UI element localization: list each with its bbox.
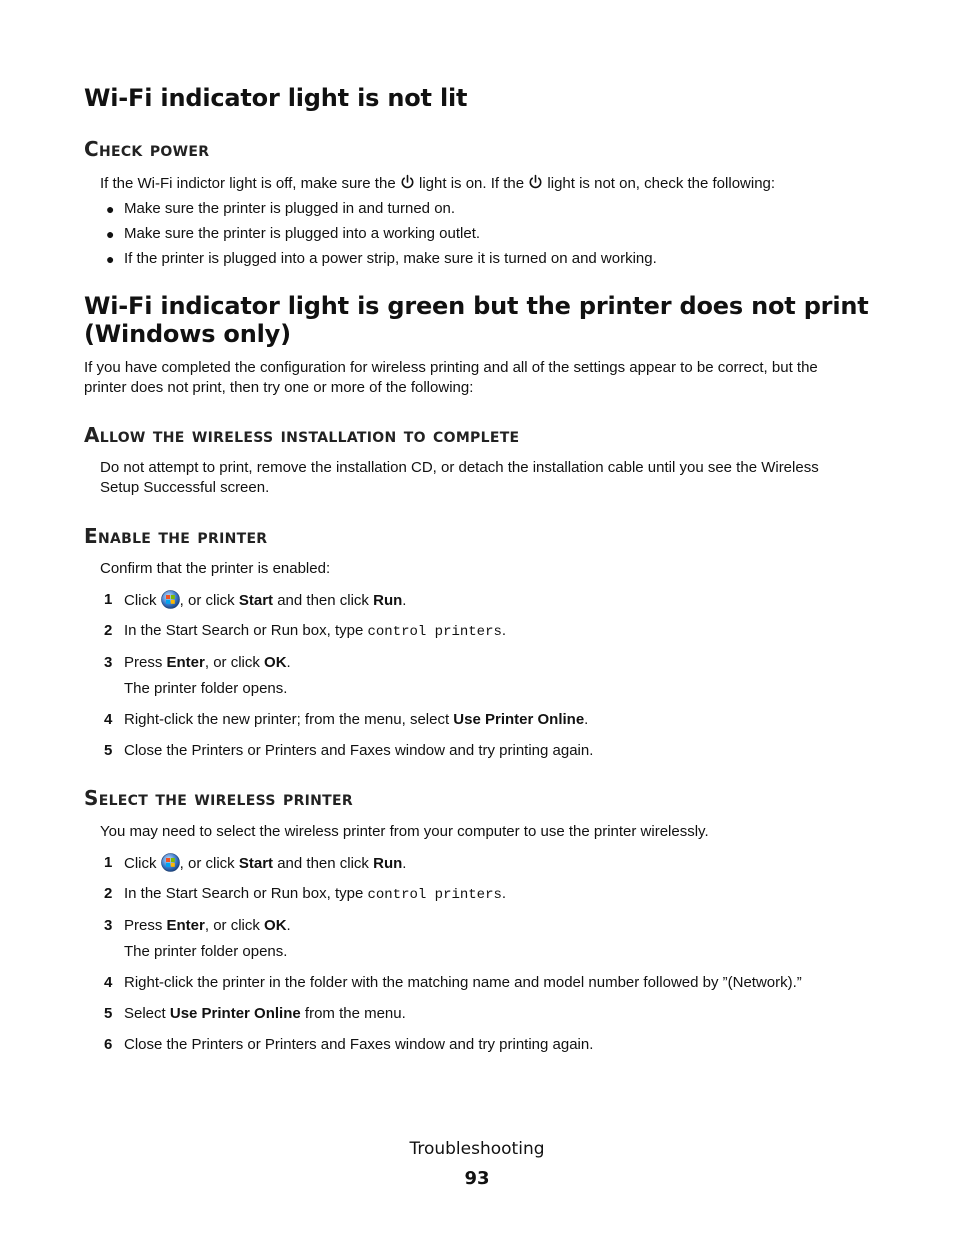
step-number: 6 — [104, 1036, 113, 1053]
bullet-item: Make sure the printer is plugged into a working outlet. — [124, 225, 481, 242]
step-text-part: . — [501, 885, 507, 902]
step-result: The printer folder opens. — [124, 943, 288, 960]
step-number: 2 — [104, 622, 113, 639]
step-text-part: . — [584, 711, 589, 728]
step-text: Close the Printers or Printers and Faxes window and try printing again. — [124, 742, 594, 759]
select-intro: You may need to select the wireless printer from your computer to use the printer wirelessly. — [100, 823, 709, 840]
bullet-marker: ● — [106, 251, 115, 267]
allow-text-line2: Setup Successful screen. — [100, 479, 270, 496]
power-icon — [528, 174, 543, 196]
ui-term-ok: OK — [264, 917, 287, 934]
ui-term-start: Start — [238, 855, 274, 872]
step-number: 2 — [104, 885, 113, 902]
step-number: 5 — [104, 1005, 113, 1022]
section-title-wifi-not-lit: Wi-Fi indicator light is not lit — [84, 84, 468, 112]
step-text — [124, 710, 588, 730]
step-text-part: , or click — [204, 654, 265, 671]
allow-text-line1: Do not attempt to print, remove the installation CD, or detach the installation cable until you see the Wireless — [100, 459, 819, 476]
command-text: control printers — [367, 887, 502, 903]
step-text-part: and then click — [273, 855, 374, 872]
step-text-part: , or click — [204, 917, 265, 934]
windows-start-orb-icon — [161, 590, 180, 615]
step-text — [124, 884, 506, 905]
step-text — [124, 916, 291, 936]
step-number: 4 — [104, 974, 113, 991]
command-text: control printers — [367, 624, 502, 640]
step-number: 3 — [104, 654, 113, 671]
step-number: 1 — [104, 591, 113, 608]
intro-text-c: light is not on, check the following: — [543, 175, 776, 192]
bullet-item: If the printer is plugged into a power strip, make sure it is turned on and working. — [124, 250, 657, 267]
ui-term-run: Run — [373, 592, 403, 609]
step-number: 4 — [104, 711, 113, 728]
step-text — [124, 590, 406, 615]
section-intro-line1: If you have completed the configuration for wireless printing and all of the settings appear to be correct, but the — [84, 359, 818, 376]
subheading-enable-printer: Enable the printer — [84, 524, 268, 548]
intro-text-b: light is on. If the — [414, 175, 529, 192]
step-text: Close the Printers or Printers and Faxes window and try printing again. — [124, 1036, 594, 1053]
subheading-check-power: Check power — [84, 137, 210, 161]
step-result: The printer folder opens. — [124, 680, 288, 697]
ui-term-enter: Enter — [166, 917, 205, 934]
step-text-part: Click — [124, 592, 161, 609]
step-text-part: . — [402, 592, 407, 609]
step-text-part: Press — [124, 654, 167, 671]
step-number: 1 — [104, 854, 113, 871]
bullet-item: Make sure the printer is plugged in and turned on. — [124, 200, 456, 217]
step-text-part: . — [501, 622, 507, 639]
step-text-part: from the menu. — [300, 1005, 406, 1022]
windows-start-orb-icon — [161, 853, 180, 878]
subheading-select-wireless-printer: Select the wireless printer — [84, 786, 353, 810]
step-text — [124, 1004, 406, 1024]
subheading-allow-installation: Allow the wireless installation to complete — [84, 423, 520, 447]
step-text-part: , or click — [179, 855, 239, 872]
step-number: 3 — [104, 917, 113, 934]
step-text-part: , or click — [179, 592, 239, 609]
step-text-part: . — [286, 917, 291, 934]
enable-intro: Confirm that the printer is enabled: — [100, 560, 331, 577]
bullet-marker: ● — [106, 201, 115, 217]
step-text — [124, 653, 291, 673]
power-icon — [400, 174, 415, 196]
step-text-part: . — [286, 654, 291, 671]
step-text — [124, 853, 406, 878]
step-text-part: Right-click the new printer; from the menu, select — [124, 711, 454, 728]
step-text-part: Press — [124, 917, 167, 934]
step-number: 5 — [104, 742, 113, 759]
intro-text-a: If the Wi-Fi indictor light is off, make sure the — [100, 175, 400, 192]
page-number: 93 — [464, 1168, 490, 1189]
ui-term-ok: OK — [264, 654, 287, 671]
ui-term-use-printer-online: Use Printer Online — [169, 1005, 301, 1022]
check-power-intro — [100, 174, 775, 196]
step-text — [124, 621, 506, 642]
step-text-part: In the Start Search or Run box, type — [124, 622, 368, 639]
section-title-wifi-green-line1: Wi-Fi indicator light is green but the printer does not print — [84, 292, 869, 320]
step-text-part: Select — [124, 1005, 170, 1022]
ui-term-run: Run — [373, 855, 403, 872]
bullet-marker: ● — [106, 226, 115, 242]
footer-section-name: Troubleshooting — [409, 1139, 545, 1159]
ui-term-enter: Enter — [166, 654, 205, 671]
step-text-part: Click — [124, 855, 161, 872]
ui-term-start: Start — [238, 592, 274, 609]
section-title-wifi-green-line2: (Windows only) — [84, 320, 291, 348]
step-text: Right-click the printer in the folder with the matching name and model number followed by ”(Network).” — [124, 974, 802, 991]
section-intro-line2: printer does not print, then try one or more of the following: — [84, 379, 474, 396]
ui-term-use-printer-online: Use Printer Online — [453, 711, 585, 728]
step-text-part: and then click — [273, 592, 374, 609]
step-text-part: . — [402, 855, 407, 872]
step-text-part: In the Start Search or Run box, type — [124, 885, 368, 902]
